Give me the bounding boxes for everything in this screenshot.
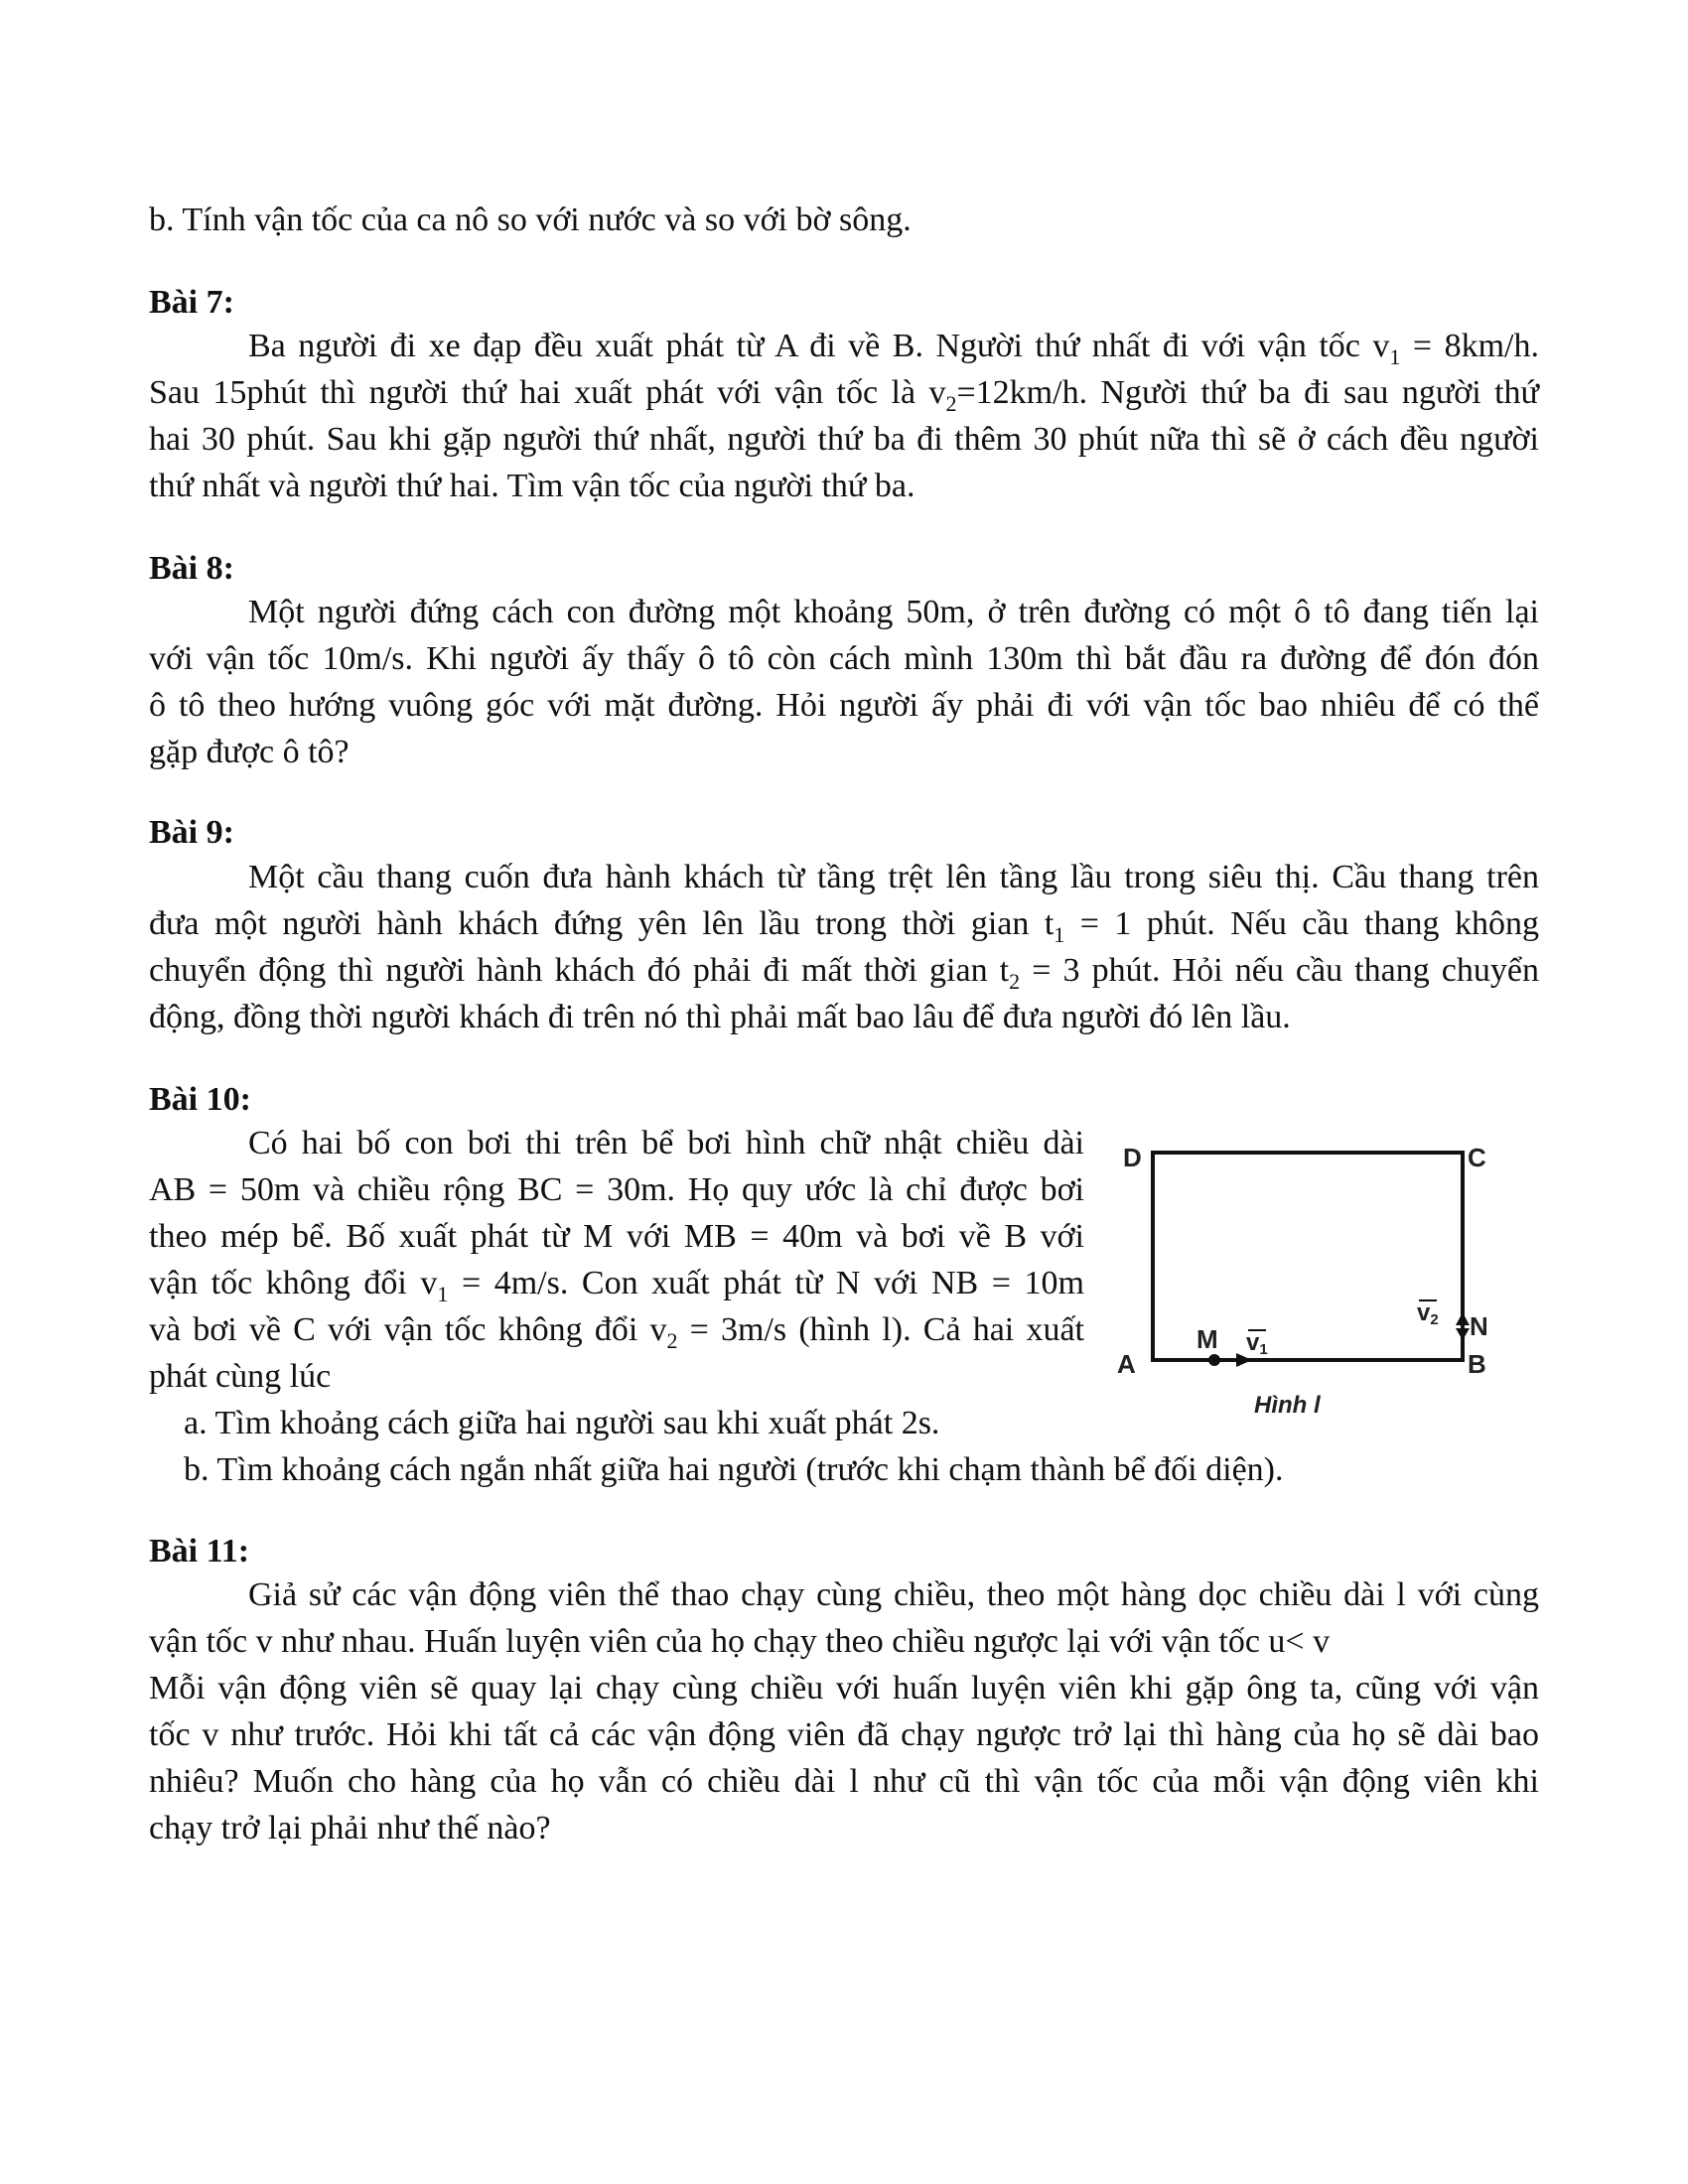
exercise-11-line: vận tốc v như nhau. Huấn luyện viên của họ chạy theo chiều ngược lại với vận tốc u< v xyxy=(149,1623,1331,1660)
exercise-8-line: với vận tốc 10m/s. Khi người ấy thấy ô tô còn cách mình 130m thì bắt đầu ra đường để đón đón xyxy=(149,640,1539,677)
label-b: B xyxy=(1468,1349,1486,1379)
exercise-7-title: Bài 7: xyxy=(149,284,234,321)
exercise-10-line: phát cùng lúc xyxy=(149,1358,332,1395)
exercise-11-line: Giả sử các vận động viên thể thao chạy cùng chiều, theo một hàng dọc chiều dài l với cùng xyxy=(248,1576,1539,1613)
exercise-9-line: động, đồng thời người khách đi trên nó thì phải mất bao lâu để đưa người đó lên lầu. xyxy=(149,999,1291,1035)
exercise-10-line: AB = 50m và chiều rộng BC = 30m. Họ quy ước là chỉ được bơi xyxy=(149,1171,1084,1208)
text-line: b. Tính vận tốc của ca nô so với nước và so với bờ sông. xyxy=(149,202,912,238)
exercise-7-line: Ba người đi xe đạp đều xuất phát từ A đi về B. Người thứ nhất đi với vận tốc $v_1 = 8km/h$. xyxy=(248,328,1540,369)
label-n: N xyxy=(1470,1311,1488,1341)
exercise-7-line: thứ nhất và người thứ hai. Tìm vận tốc của người thứ ba. xyxy=(149,468,915,504)
exercise-10-line: Có hai bố con bơi thi trên bể bơi hình chữ nhật chiều dài xyxy=(248,1125,1084,1161)
label-d: D xyxy=(1123,1143,1142,1172)
figure-caption: Hình l xyxy=(1254,1392,1321,1419)
exercise-10-title: Bài 10: xyxy=(149,1081,251,1118)
exercise-9-line: đưa một người hành khách đứng yên lên lầu trong thời gian $t_1 = 1$ phút. Nếu cầu thang không xyxy=(149,905,1539,947)
exercise-8-line: gặp được ô tô? xyxy=(149,734,350,770)
exercise-8-title: Bài 8: xyxy=(149,550,234,587)
exercise-10-line: và bơi về C với vận tốc không đổi $v_2 = 3m/s$ (hình l). Cả hai xuất xyxy=(149,1311,1084,1353)
v2-arrow-icon xyxy=(1456,1312,1470,1325)
exercise-7-line: Sau 15phút thì người thứ hai xuất phát với vận tốc là $v_2=12km/h$. Người thứ ba đi sau người thứ xyxy=(149,374,1539,416)
point-n-marker xyxy=(1456,1328,1470,1340)
exercise-8-line: ô tô theo hướng vuông góc với mặt đường. Hỏi người ấy phải đi với vận tốc bao nhiêu để có thể xyxy=(149,687,1539,724)
exercise-11-title: Bài 11: xyxy=(149,1533,250,1570)
label-v1: v1 xyxy=(1246,1329,1268,1358)
pool-diagram xyxy=(1117,1137,1514,1434)
exercise-11-line: chạy trở lại phải như thế nào? xyxy=(149,1810,551,1846)
label-m: M xyxy=(1196,1324,1218,1354)
exercise-10-question-a: a. Tìm khoảng cách giữa hai người sau khi xuất phát 2s. xyxy=(184,1405,940,1441)
exercise-9-title: Bài 9: xyxy=(149,814,234,851)
exercise-10-question-b: b. Tìm khoảng cách ngắn nhất giữa hai người (trước khi chạm thành bể đối diện). xyxy=(184,1451,1284,1488)
exercise-10-line: theo mép bể. Bố xuất phát từ M với MB = 40m và bơi về B với xyxy=(149,1218,1084,1255)
exercise-11-line: Mỗi vận động viên sẽ quay lại chạy cùng chiều với huấn luyện viên khi gặp ông ta, cũng với vận xyxy=(149,1670,1539,1706)
exercise-9-line: chuyển động thì người hành khách đó phải đi mất thời gian $t_2 = 3$ phút. Hỏi nếu cầu thang chuyển xyxy=(149,952,1539,994)
exercise-8-line: Một người đứng cách con đường một khoảng 50m, ở trên đường có một ô tô đang tiến lại xyxy=(248,594,1539,630)
exercise-7-line: hai 30 phút. Sau khi gặp người thứ nhất, người thứ ba đi thêm 30 phút nữa thì sẽ ở cách đều người xyxy=(149,421,1539,458)
exercise-9-line: Một cầu thang cuốn đưa hành khách từ tầng trệt lên tầng lầu trong siêu thị. Cầu thang trên xyxy=(248,859,1539,895)
exercise-11-line: tốc v như trước. Hỏi khi tất cả các vận động viên đã chạy ngược trở lại thì hàng của họ sẽ dài bao xyxy=(149,1716,1539,1753)
point-m xyxy=(1208,1354,1220,1366)
exercise-11-line: nhiêu? Muốn cho hàng của họ vẫn có chiều dài l như cũ thì vận tốc của mỗi vận động viên khi xyxy=(149,1763,1539,1800)
label-v2: v2 xyxy=(1417,1299,1439,1328)
exercise-10-line: vận tốc không đổi $v_1 = 4m/s$. Con xuất phát từ N với NB = 10m xyxy=(149,1265,1084,1306)
label-c: C xyxy=(1468,1143,1486,1172)
label-a: A xyxy=(1117,1349,1136,1379)
